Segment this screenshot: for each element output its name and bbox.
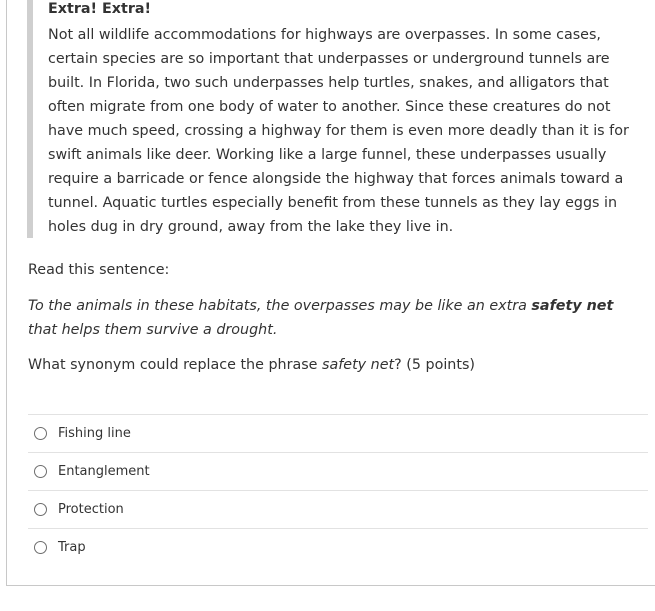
question-text-before: What synonym could replace the phrase <box>28 357 323 373</box>
answer-option-fishing-line[interactable] <box>28 415 648 453</box>
question-card <box>6 0 655 586</box>
answer-option-label: Fishing line <box>58 426 131 441</box>
radio-button[interactable] <box>34 503 47 516</box>
answer-option-entanglement[interactable] <box>28 453 648 491</box>
answer-option-trap[interactable] <box>28 529 648 566</box>
passage-title: Extra! Extra! <box>48 1 152 17</box>
question-text-after: ? (5 points) <box>394 357 475 373</box>
answer-option-label: Entanglement <box>58 464 150 479</box>
radio-button[interactable] <box>34 541 47 554</box>
answer-options <box>28 414 648 566</box>
answer-option-label: Trap <box>58 540 86 555</box>
passage-body: Not all wildlife accommodations for highways are overpasses. In some cases, certain species are so important that underpasses or underground tunnels are built. In Florida, two such underpasses help turtles, snakes, and alligators that often migrate from one body of water to another. Since these creatures do not have much speed, crossing a highway for them is even more deadly than it is for swift animals like deer. Working like a large funnel, these underpasses usually require a barricade or fence alongside the highway that forces animals toward a tunnel. Aquatic turtles especially benefit from these tunnels as they lay eggs in holes dug in dry ground, away from the lake they live in. <box>48 27 629 235</box>
question-emphasis: safety net <box>322 357 395 373</box>
quote-text-before: To the animals in these habitats, the overpasses may be like an extra <box>28 298 532 314</box>
question-prompt: Read this sentence: <box>28 262 170 278</box>
question-text <box>28 355 475 375</box>
answer-option-label: Protection <box>58 502 124 517</box>
answer-option-protection[interactable] <box>28 491 648 529</box>
passage-blockquote <box>27 0 651 238</box>
quote-emphasis: safety net <box>531 298 614 314</box>
radio-button[interactable] <box>34 427 47 440</box>
quote-text-after: that helps them survive a drought. <box>28 322 278 338</box>
radio-button[interactable] <box>34 465 47 478</box>
quoted-sentence <box>28 294 628 342</box>
